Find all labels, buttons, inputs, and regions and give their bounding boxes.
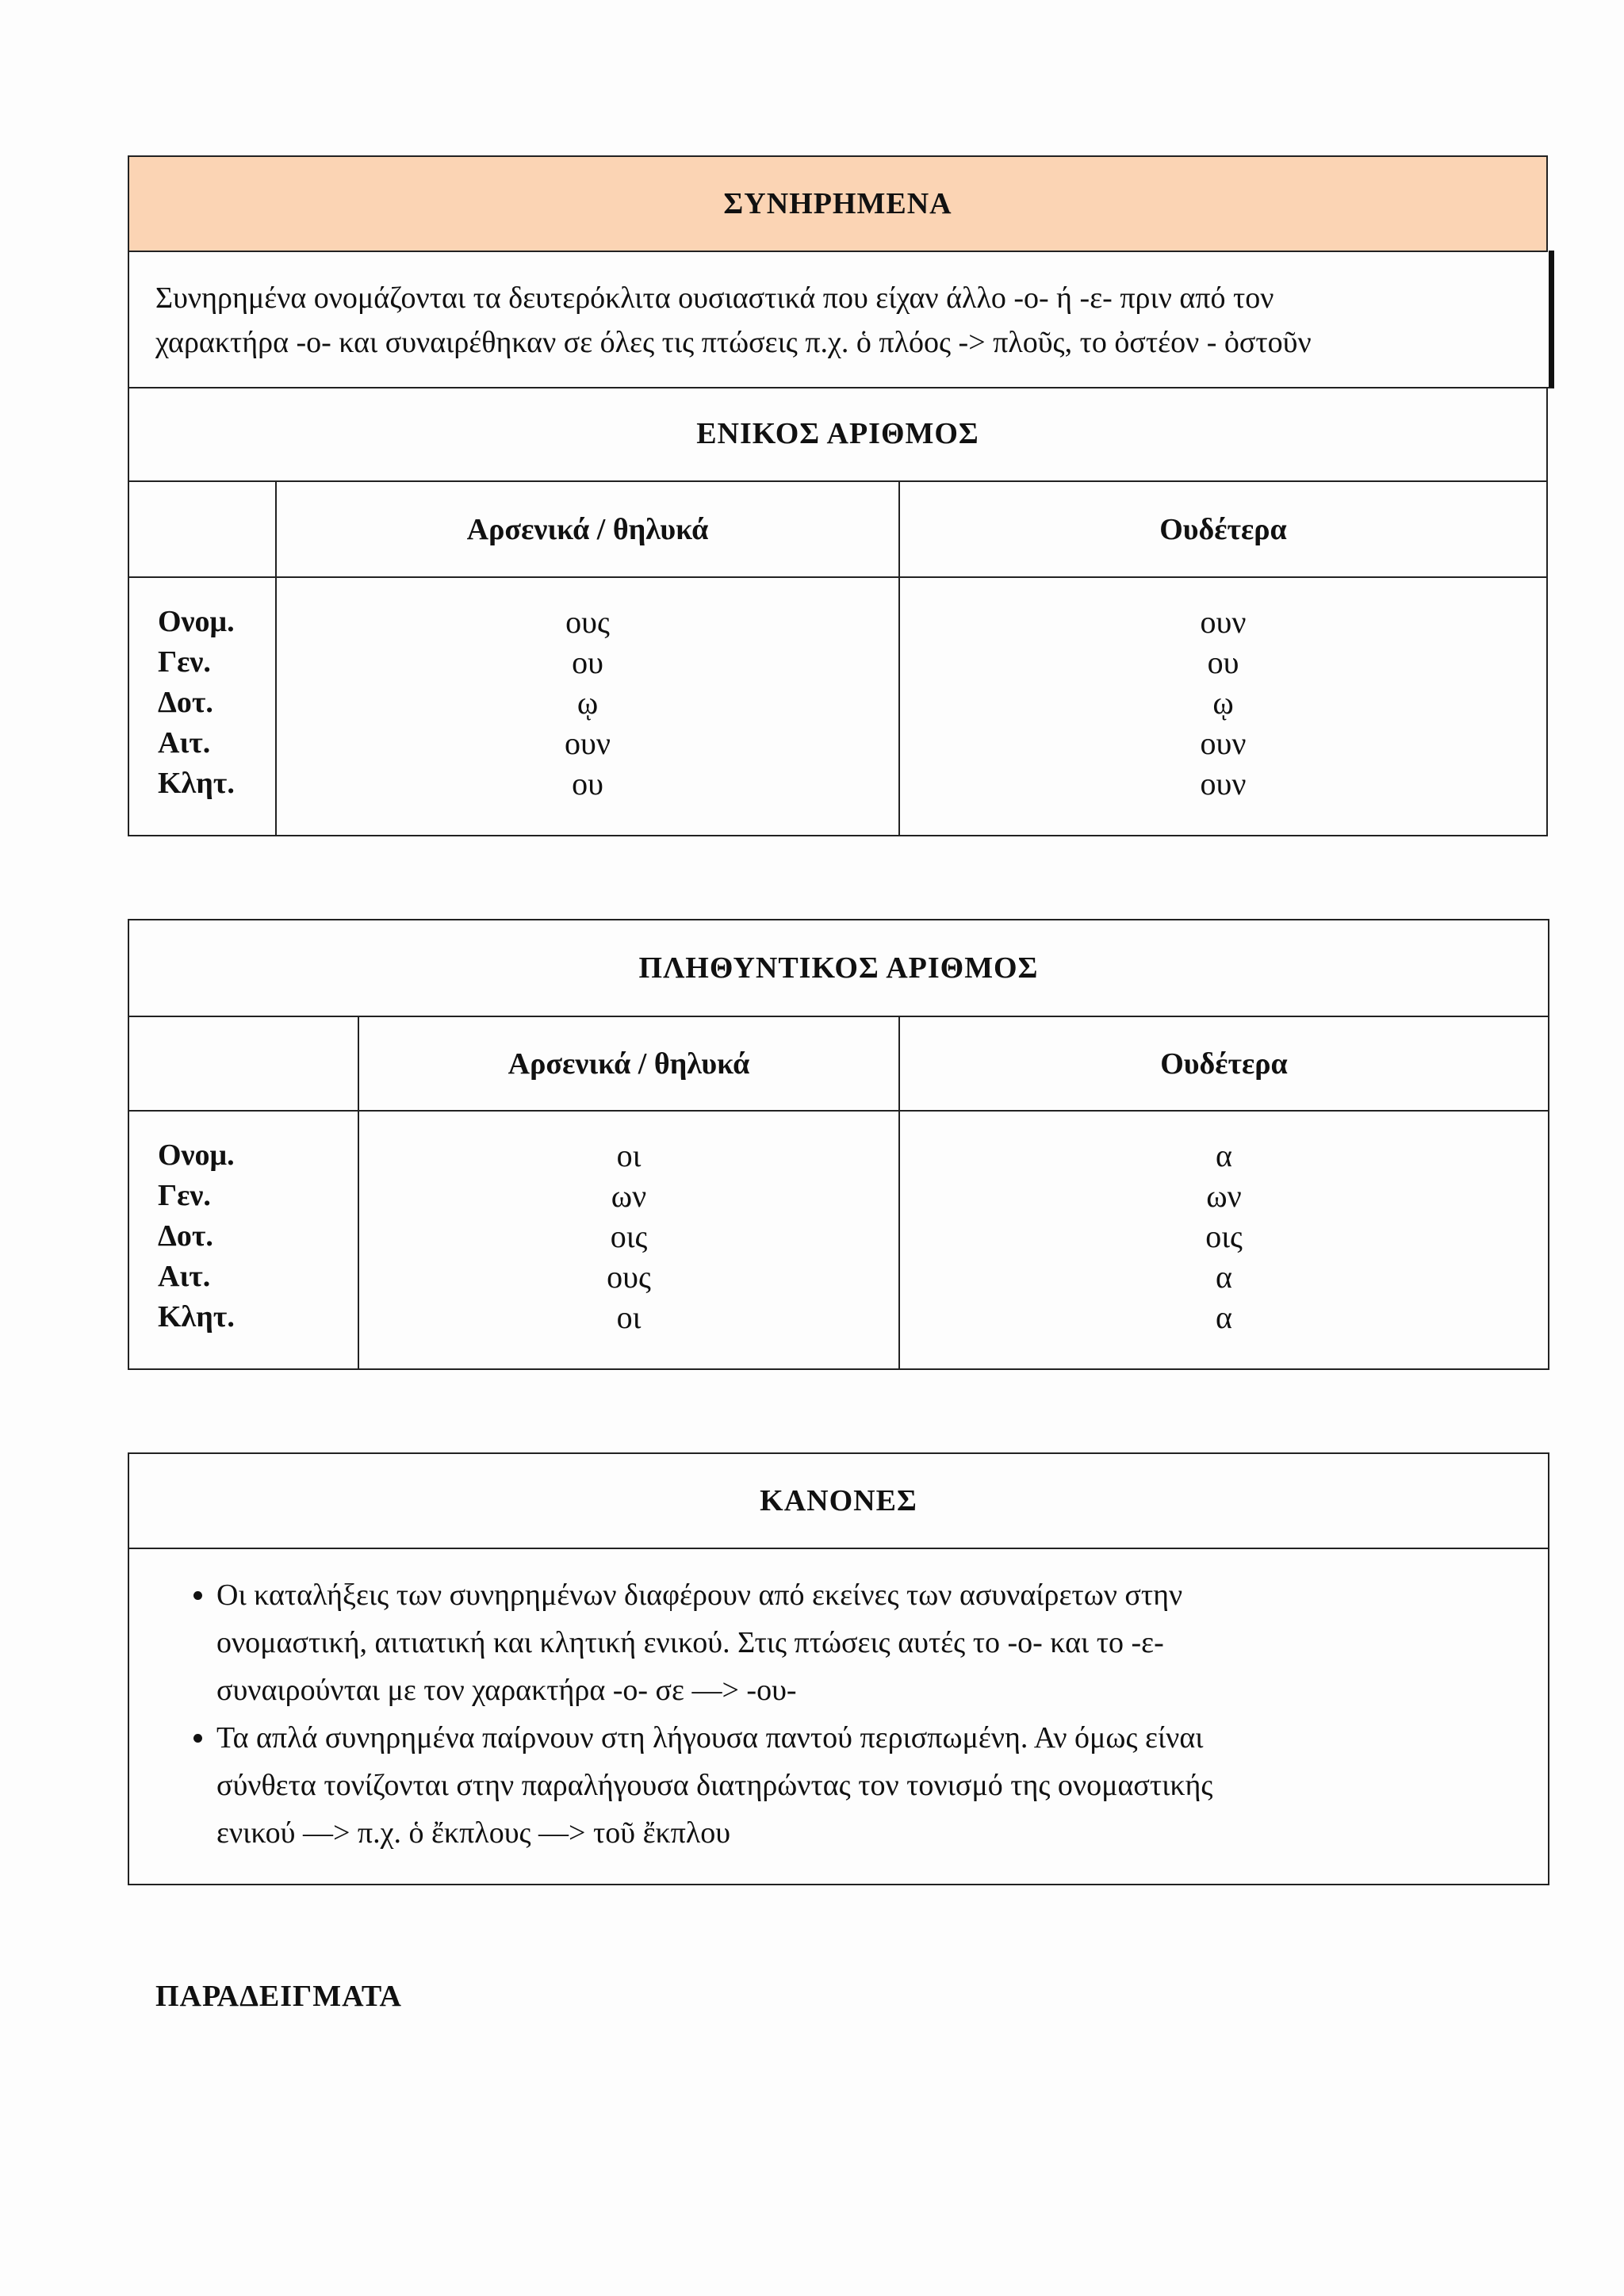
title-banner — [128, 155, 1548, 252]
case-label: Κλητ. — [158, 767, 235, 800]
singular-column-headers — [129, 482, 1546, 578]
case-column-header — [129, 1017, 359, 1110]
masc-fem-header: Αρσενικά / θηλυκά — [277, 482, 900, 576]
ending: οι — [616, 1138, 642, 1173]
ending: α — [1216, 1299, 1232, 1335]
rule-line: Τα απλά συνηρημένα παίρνουν στη λήγουσα παντού περισπωμένη. Αν όμως είναι — [216, 1721, 1204, 1755]
examples-heading: ΠΑΡΑΔΕΙΓΜΑΤΑ — [155, 1980, 402, 2013]
rules-body — [129, 1549, 1548, 1857]
intro-line-2: χαρακτήρα -ο- και συναιρέθηκαν σε όλες τις πτώσεις π.χ. ὁ πλόος -> πλοῦς, το ὀστέον - ὀστοῦν — [155, 326, 1312, 359]
neuter-endings — [900, 578, 1546, 835]
case-labels — [129, 578, 277, 835]
rule-item — [216, 1714, 1548, 1857]
ending: ῳ — [576, 685, 599, 721]
case-label: Ονομ. — [158, 1138, 235, 1172]
ending: ου — [572, 645, 603, 680]
ending: ουν — [1200, 604, 1247, 640]
rule-item — [216, 1571, 1548, 1714]
singular-endings-row — [129, 578, 1546, 835]
case-label: Ονομ. — [158, 605, 235, 638]
page-title: ΣΥΝΗΡΗΜΕΝΑ — [723, 187, 952, 220]
intro-box — [128, 251, 1554, 388]
ending: οι — [616, 1299, 642, 1335]
ending: ους — [607, 1259, 651, 1295]
neuter-header: Ουδέτερα — [1159, 512, 1287, 546]
rule-line: ενικού —> π.χ. ὁ ἔκπλους —> τοῦ ἔκπλου — [216, 1816, 731, 1850]
ending: α — [1216, 1138, 1232, 1173]
case-labels — [129, 1112, 359, 1368]
rules-heading: ΚΑΝΟΝΕΣ — [129, 1454, 1548, 1549]
rule-line: ονομαστική, αιτιατική και κλητική ενικού. Στις πτώσεις αυτές το -ο- και το -ε- — [216, 1626, 1164, 1659]
case-column-header — [129, 482, 277, 576]
case-label: Κλητ. — [158, 1300, 235, 1334]
ending: ουν — [1200, 725, 1247, 761]
ending: ου — [572, 766, 603, 802]
rule-line: συναιρούνται με τον χαρακτήρα -ο- σε —> -ου- — [216, 1674, 797, 1707]
ending: ους — [565, 604, 610, 640]
neuter-header: Ουδέτερα — [1160, 1047, 1288, 1081]
plural-column-headers — [129, 1017, 1548, 1112]
masc-fem-endings — [359, 1112, 900, 1368]
case-label: Αιτ. — [158, 1260, 211, 1293]
rule-line: σύνθετα τονίζονται στην παραλήγουσα διατηρώντας τον τονισμό της ονομαστικής — [216, 1769, 1213, 1802]
plural-endings-row — [129, 1112, 1548, 1368]
rules-box — [128, 1452, 1549, 1885]
singular-heading: ΕΝΙΚΟΣ ΑΡΙΘΜΟΣ — [129, 387, 1546, 482]
case-label: Γεν. — [158, 645, 211, 679]
ending: α — [1216, 1259, 1232, 1295]
singular-table — [128, 387, 1548, 836]
ending: ουν — [565, 725, 611, 761]
masc-fem-header: Αρσενικά / θηλυκά — [359, 1017, 900, 1110]
case-label: Δοτ. — [158, 1219, 213, 1253]
ending: ων — [611, 1178, 647, 1214]
ending: ου — [1207, 645, 1239, 680]
rule-line: Οι καταλήξεις των συνηρημένων διαφέρουν από εκείνες των ασυναίρετων στην — [216, 1578, 1183, 1612]
intro-line-1: Συνηρημένα ονομάζονται τα δευτερόκλιτα ουσιαστικά που είχαν άλλο -ο- ή -ε- πριν από τον — [155, 281, 1274, 315]
ending: ων — [1206, 1178, 1242, 1214]
case-label: Δοτ. — [158, 686, 213, 719]
case-label: Αιτ. — [158, 726, 211, 760]
plural-heading: ΠΛΗΘΥΝΤΙΚΟΣ ΑΡΙΘΜΟΣ — [129, 920, 1548, 1017]
plural-table — [128, 919, 1549, 1370]
ending: οις — [1205, 1219, 1243, 1254]
ending: ῳ — [1212, 685, 1234, 721]
neuter-endings — [900, 1112, 1548, 1368]
case-label: Γεν. — [158, 1179, 211, 1212]
ending: οις — [610, 1219, 648, 1254]
ending: ουν — [1200, 766, 1247, 802]
rules-list — [129, 1571, 1548, 1857]
masc-fem-endings — [277, 578, 900, 835]
